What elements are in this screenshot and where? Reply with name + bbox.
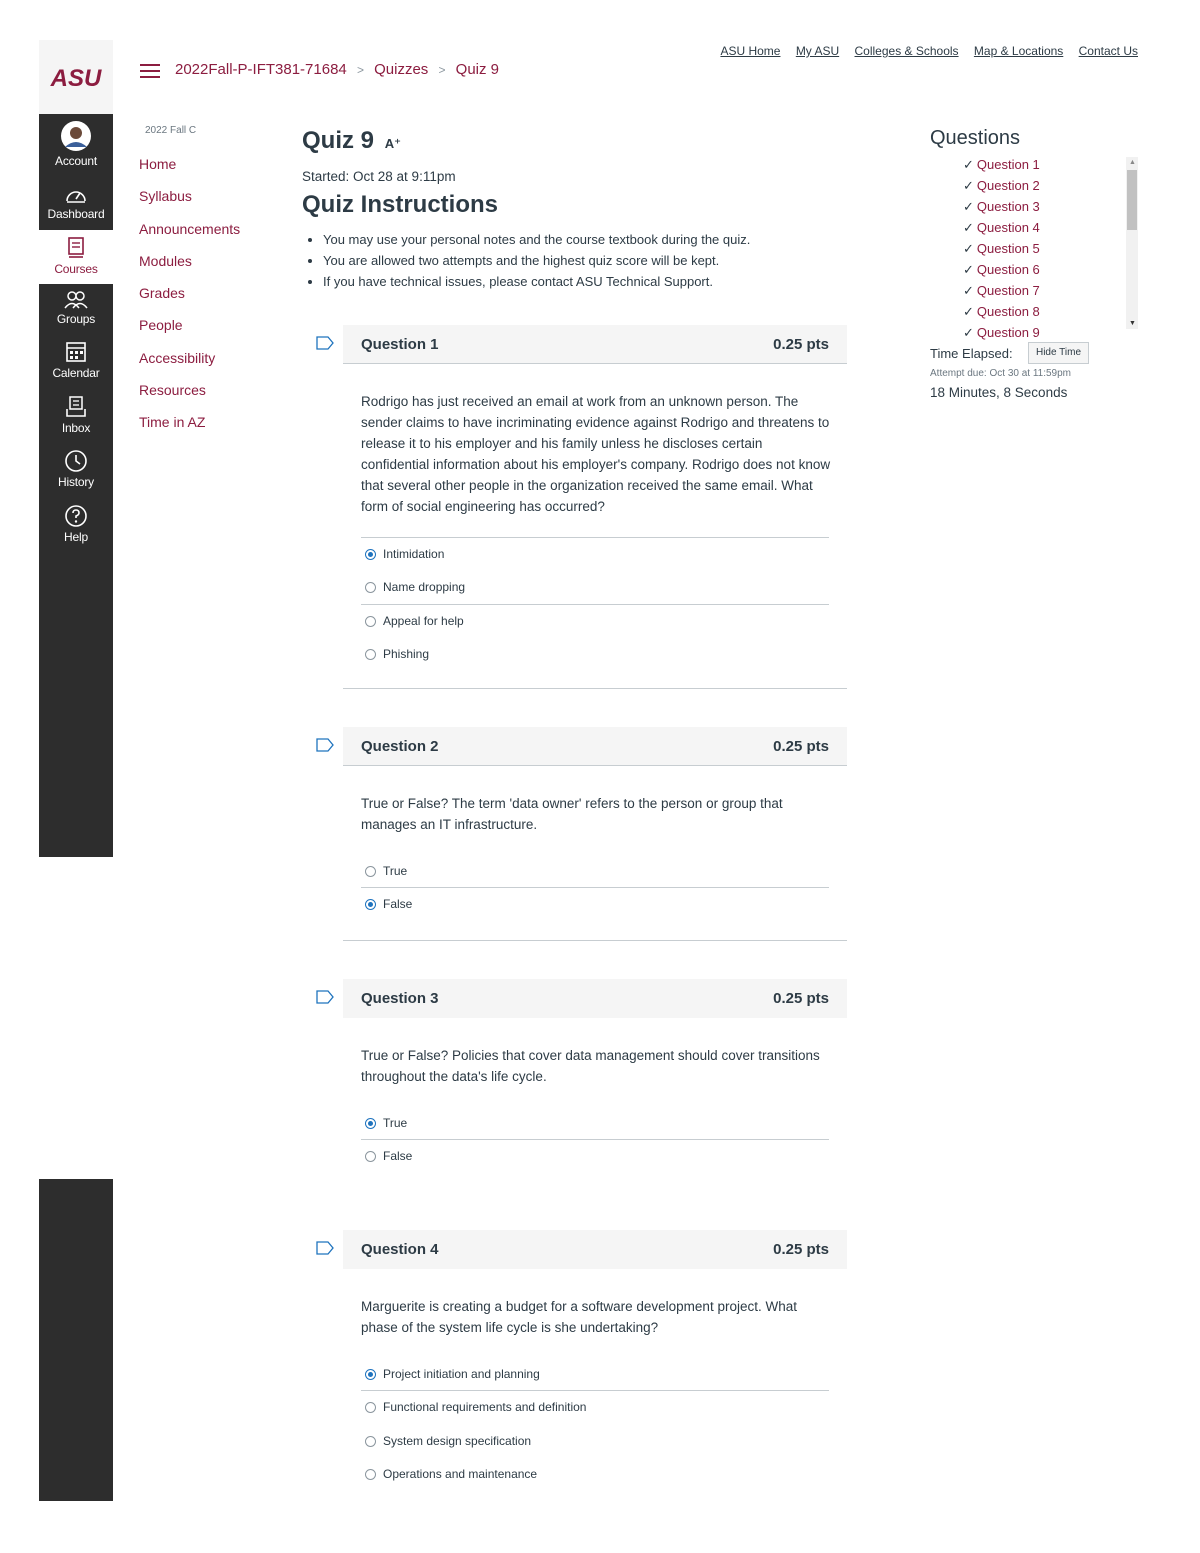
- instructions-title: Quiz Instructions: [302, 191, 499, 218]
- question-text: True or False? Policies that cover data management should cover transitions throughout the data's life cycle.: [361, 1048, 820, 1084]
- course-nav-resources[interactable]: Resources: [139, 382, 206, 399]
- question-name: Question 2: [361, 738, 439, 755]
- global-nav-courses-label: Courses: [54, 262, 98, 276]
- calendar-icon: [65, 340, 87, 364]
- courses-icon: [66, 236, 86, 260]
- radio-icon[interactable]: [365, 1402, 376, 1413]
- answer-option[interactable]: [361, 1358, 829, 1391]
- time-elapsed-label: Time Elapsed:: [930, 346, 1013, 361]
- breadcrumb-separator-icon: >: [438, 63, 446, 77]
- answer-option[interactable]: [361, 538, 829, 571]
- answer-option[interactable]: [361, 888, 829, 921]
- breadcrumb-course[interactable]: 2022Fall-P-IFT381-71684: [175, 61, 347, 78]
- answer-list: [361, 537, 829, 671]
- sidebar-question-label: Question 7: [976, 283, 1040, 298]
- global-nav-courses[interactable]: [39, 230, 113, 284]
- checkmark-icon: ✓: [963, 220, 974, 235]
- answer-label: Intimidation: [383, 547, 445, 561]
- course-nav-syllabus[interactable]: Syllabus: [139, 188, 192, 205]
- question-points: 0.25 pts: [773, 336, 829, 353]
- sidebar-question-link[interactable]: [963, 262, 1123, 283]
- course-nav-home[interactable]: Home: [139, 156, 177, 172]
- instruction-item: • You may use your personal notes and the course textbook during the quiz.: [323, 232, 750, 253]
- answer-label: Operations and maintenance: [383, 1466, 538, 1481]
- attempt-due: Attempt due: Oct 30 at 11:59pm: [930, 368, 1072, 379]
- question-name: Question 1: [361, 336, 439, 353]
- radio-selected-icon[interactable]: [365, 899, 376, 910]
- instructions-list: [323, 232, 750, 295]
- course-nav-time-in-az[interactable]: Time in AZ: [139, 414, 206, 431]
- sidebar-question-label: Question 8: [976, 304, 1040, 319]
- question-divider: [343, 940, 847, 941]
- checkmark-icon: ✓: [963, 157, 974, 172]
- instruction-item: • If you have technical issues, please contact ASU Technical Support.: [323, 274, 750, 295]
- sidebar-question-link[interactable]: [963, 157, 1123, 178]
- link-contact-us[interactable]: Contact Us: [1078, 44, 1138, 58]
- radio-icon[interactable]: [365, 1469, 376, 1480]
- radio-selected-icon[interactable]: [365, 1118, 376, 1129]
- answer-option[interactable]: [361, 638, 829, 671]
- sidebar-question-link[interactable]: [963, 241, 1123, 262]
- answer-option[interactable]: [361, 1425, 829, 1458]
- radio-icon[interactable]: [365, 582, 376, 593]
- question-points: 0.25 pts: [773, 1241, 829, 1258]
- global-nav-dashboard[interactable]: [39, 185, 113, 221]
- quiz-started: Started: Oct 28 at 9:11pm: [302, 169, 456, 184]
- link-my-asu[interactable]: My ASU: [795, 44, 840, 58]
- answer-label: False: [383, 1149, 413, 1164]
- answer-option[interactable]: [361, 571, 829, 604]
- question-name: Question 3: [361, 990, 439, 1007]
- sidebar-question-link[interactable]: [963, 283, 1123, 304]
- sidebar-question-label: Question 6: [976, 262, 1040, 277]
- radio-icon[interactable]: [365, 866, 376, 877]
- course-nav-modules[interactable]: Modules: [139, 252, 192, 269]
- answer-option[interactable]: [361, 1458, 829, 1491]
- breadcrumb-separator-icon: >: [356, 63, 364, 77]
- flag-question-icon[interactable]: [316, 1241, 334, 1255]
- question-header: [343, 979, 847, 1018]
- asu-logo[interactable]: [39, 40, 113, 114]
- global-nav-dashboard-label: Dashboard: [47, 207, 105, 221]
- sidebar-question-label: Question 5: [976, 241, 1040, 256]
- global-nav-inbox-label: Inbox: [61, 421, 91, 435]
- global-nav-history-label: History: [58, 475, 94, 489]
- answer-option[interactable]: [361, 1140, 829, 1173]
- answer-option[interactable]: [361, 1107, 829, 1140]
- scrollbar-thumb[interactable]: [1127, 170, 1137, 230]
- answer-list: [361, 1107, 829, 1174]
- question-points: 0.25 pts: [773, 738, 829, 755]
- sidebar-question-label: Question 2: [976, 178, 1040, 193]
- accessibility-icon[interactable]: A⁺: [384, 136, 401, 151]
- questions-sidebar-list: [963, 157, 1123, 340]
- answer-list: [361, 1358, 829, 1491]
- course-nav-grades[interactable]: Grades: [139, 285, 185, 302]
- question-header: [343, 1230, 847, 1269]
- sidebar-question-label: Question 1: [976, 157, 1040, 172]
- time-elapsed-value: 18 Minutes, 8 Seconds: [930, 385, 1068, 400]
- answer-label: True: [383, 864, 408, 878]
- question-points: 0.25 pts: [773, 990, 829, 1007]
- flag-question-icon[interactable]: [316, 336, 334, 350]
- question-text: Rodrigo has just received an email at work from an unknown person. The sender claims to have incriminating evidence against Rodrigo and threatens to release it to his employer and his family unless he discloses certain confidential information about his employer's company. Rodrigo does not know that several other people in the organization received the same email. What form of social engineering has occurred?: [361, 394, 831, 514]
- sidebar-question-link[interactable]: [963, 199, 1123, 220]
- asu-logo-icon: [50, 64, 102, 90]
- question-header: [343, 325, 847, 364]
- questions-sidebar-title: Questions: [930, 127, 1021, 149]
- checkmark-icon: ✓: [963, 283, 974, 298]
- instruction-item: • You are allowed two attempts and the highest quiz score will be kept.: [323, 253, 750, 274]
- course-nav-accessibility[interactable]: Accessibility: [139, 349, 216, 366]
- answer-label: System design specification: [383, 1433, 532, 1448]
- global-nav-groups-label: Groups: [56, 312, 96, 326]
- global-nav-help[interactable]: [39, 504, 113, 544]
- checkmark-icon: ✓: [963, 199, 974, 214]
- dashboard-icon: [64, 185, 88, 205]
- link-asu-home[interactable]: ASU Home: [720, 44, 781, 58]
- sidebar-question-link[interactable]: [963, 304, 1123, 325]
- global-nav-account-label: Account: [55, 154, 97, 168]
- help-icon: [64, 504, 88, 528]
- radio-icon[interactable]: [365, 1436, 376, 1447]
- breadcrumb-quizzes[interactable]: Quizzes: [374, 61, 429, 78]
- quiz-title-text: Quiz 9: [302, 127, 375, 154]
- answer-label: Name dropping: [383, 580, 466, 595]
- answer-option[interactable]: [361, 855, 829, 888]
- checkmark-icon: ✓: [963, 325, 974, 340]
- sidebar-question-label: Question 4: [976, 220, 1040, 235]
- page-title: [302, 127, 401, 155]
- global-nav-history[interactable]: [39, 449, 113, 489]
- answer-list: [361, 855, 829, 922]
- answer-label: Appeal for help: [383, 613, 464, 628]
- global-nav-groups[interactable]: [39, 290, 113, 326]
- questions-scrollbar[interactable]: [1126, 157, 1138, 329]
- global-nav-calendar-label: Calendar: [52, 366, 100, 380]
- top-links: [708, 44, 1138, 58]
- sidebar-question-label: Question 3: [976, 199, 1040, 214]
- answer-label: Project initiation and planning: [383, 1367, 540, 1381]
- course-term: 2022 Fall C: [145, 125, 197, 136]
- radio-selected-icon[interactable]: [365, 1369, 376, 1380]
- global-nav: [39, 40, 113, 857]
- sidebar-question-link[interactable]: [963, 178, 1123, 199]
- course-menu-toggle-icon[interactable]: [140, 64, 160, 78]
- radio-icon[interactable]: [365, 649, 376, 660]
- checkmark-icon: ✓: [963, 304, 974, 319]
- radio-icon[interactable]: [365, 1151, 376, 1162]
- radio-icon[interactable]: [365, 616, 376, 627]
- groups-icon: [63, 290, 89, 310]
- question-text: True or False? The term 'data owner' refers to the person or group that manages an IT infrastructure.: [361, 796, 783, 832]
- flag-question-icon[interactable]: [316, 990, 334, 1004]
- question-divider: [343, 688, 847, 689]
- hide-time-button[interactable]: Hide Time: [1028, 342, 1089, 364]
- checkmark-icon: ✓: [963, 262, 974, 277]
- scroll-up-icon[interactable]: ▲: [1129, 159, 1136, 166]
- sidebar-question-link[interactable]: [963, 220, 1123, 241]
- course-nav-announcements[interactable]: Announcements: [139, 220, 241, 237]
- svg-text:ASU: ASU: [50, 65, 102, 92]
- answer-label: True: [383, 1116, 408, 1130]
- scroll-down-icon[interactable]: ▼: [1129, 320, 1136, 327]
- history-icon: [64, 449, 88, 473]
- global-nav-account[interactable]: [39, 120, 113, 168]
- radio-selected-icon[interactable]: [365, 549, 376, 560]
- global-nav-continuation: [39, 1179, 113, 1501]
- answer-label: False: [383, 897, 413, 912]
- checkmark-icon: ✓: [963, 178, 974, 193]
- link-map-locations[interactable]: Map & Locations: [973, 44, 1064, 58]
- course-nav-people[interactable]: People: [139, 317, 183, 334]
- answer-label: Phishing: [383, 646, 430, 661]
- flag-question-icon[interactable]: [316, 738, 334, 752]
- global-nav-help-label: Help: [64, 530, 88, 544]
- avatar-icon: [60, 120, 92, 152]
- breadcrumb: [175, 61, 499, 78]
- inbox-icon: [65, 395, 87, 419]
- course-nav: [139, 156, 240, 447]
- answer-option[interactable]: [361, 1391, 829, 1424]
- link-colleges-schools[interactable]: Colleges & Schools: [854, 44, 959, 58]
- question-name: Question 4: [361, 1241, 439, 1258]
- breadcrumb-current: Quiz 9: [455, 61, 500, 78]
- sidebar-question-label: Question 9: [976, 325, 1040, 340]
- answer-option[interactable]: [361, 605, 829, 638]
- question-header: [343, 727, 847, 766]
- global-nav-calendar[interactable]: [39, 340, 113, 380]
- checkmark-icon: ✓: [963, 241, 974, 256]
- question-text: Marguerite is creating a budget for a software development project. What phase of the system life cycle is she undertaking?: [361, 1299, 797, 1335]
- answer-label: Functional requirements and definition: [383, 1400, 587, 1415]
- global-nav-inbox[interactable]: [39, 395, 113, 435]
